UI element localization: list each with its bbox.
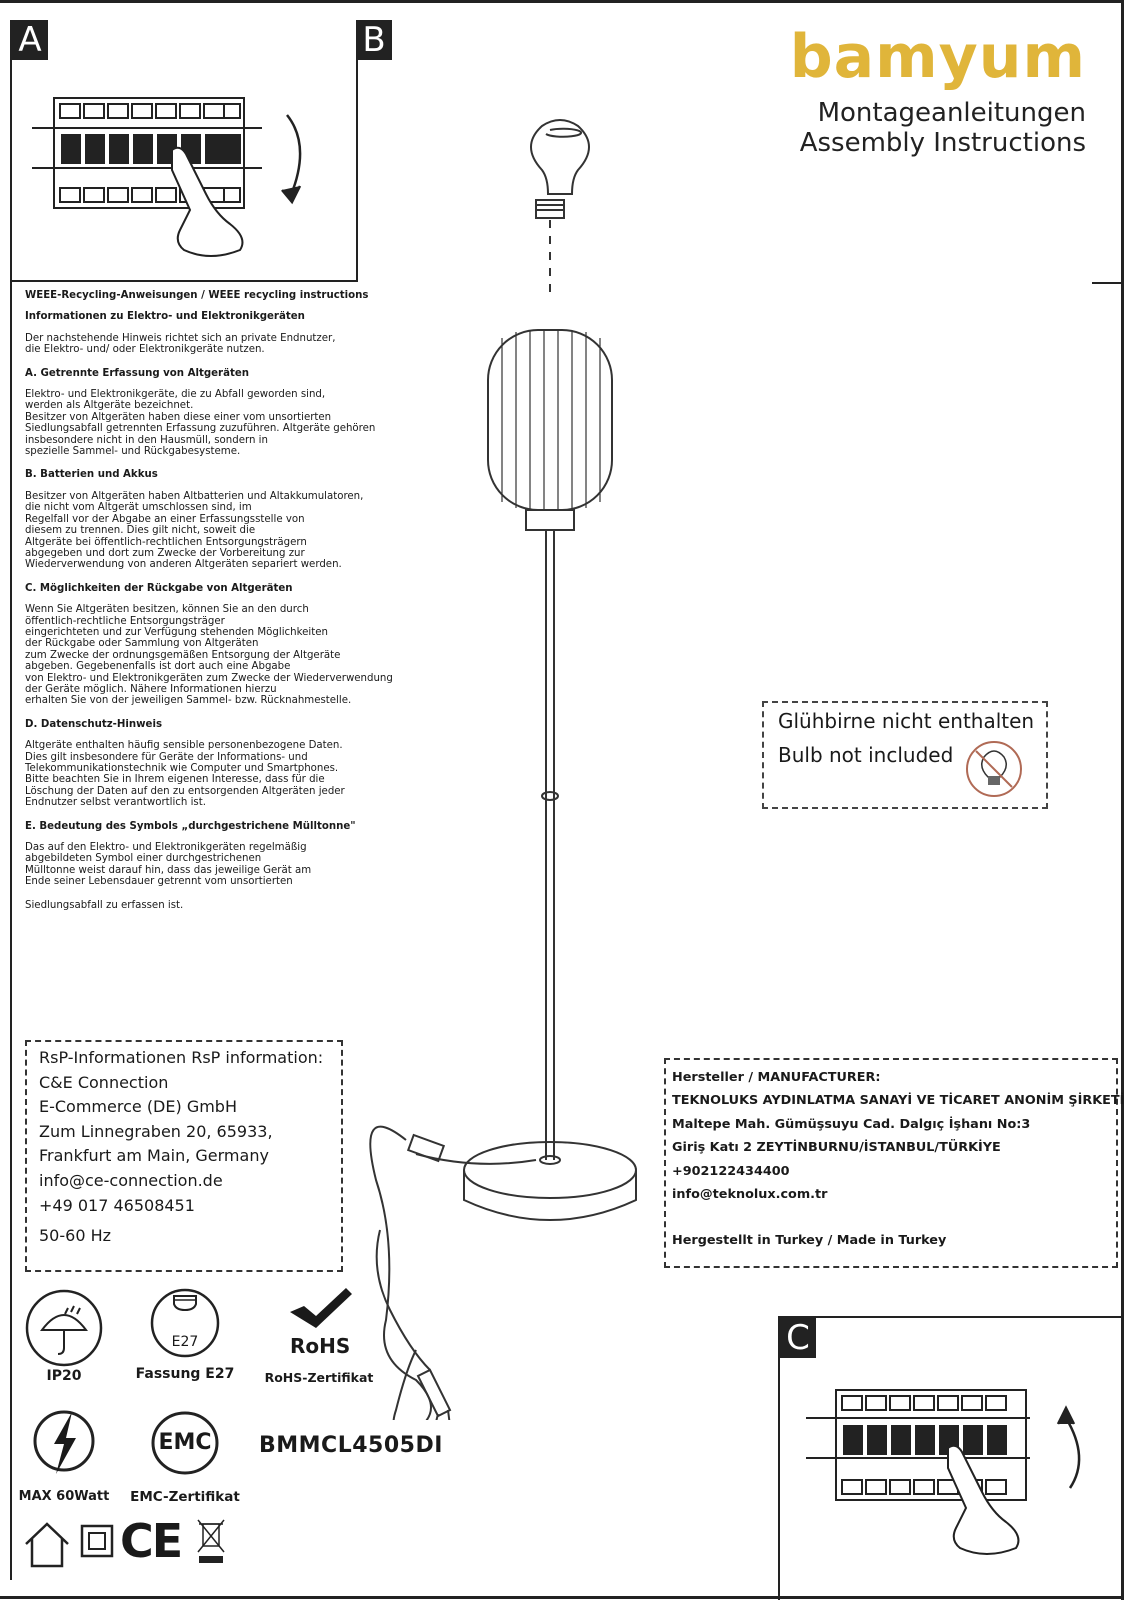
e27-caption: Fassung E27	[135, 1366, 235, 1382]
panel-a	[12, 20, 358, 282]
rsp-line: +49 017 46508451	[39, 1195, 195, 1215]
weee-section-heading: A. Getrennte Erfassung von Altgeräten	[25, 367, 249, 379]
title-de: Montageanleitungen	[817, 98, 1086, 128]
rsp-line: E-Commerce (DE) GmbH	[39, 1097, 237, 1117]
indoor-use-house-icon	[22, 1520, 72, 1568]
emc-caption: EMC-Zertifikat	[130, 1489, 240, 1505]
emc-label: EMC	[158, 1430, 212, 1455]
panel-c	[778, 1316, 1124, 1600]
bulb-not-included-note	[762, 701, 1048, 809]
watt-caption: MAX 60Watt	[18, 1489, 110, 1504]
weee-section-heading: D. Datenschutz-Hinweis	[25, 718, 163, 730]
title-en: Assembly Instructions	[799, 128, 1086, 158]
weee-section-text: Elektro- und Elektronikgeräte, die zu Abfall geworden sind, werden als Altgeräte bezeichnet. Besitzer von Altgeräten haben diese einer vom unsortierten Siedlungsabfall getrennten Erfassung zuzuführen. Altgeräte gehören insbesondere nicht in den Hausmüll, sondern in spezielle Sammel- und Rückgabesysteme.	[25, 389, 376, 458]
header-divider	[1092, 282, 1122, 284]
manufacturer-line: TEKNOLUKS AYDINLATMA SANAYİ VE TİCARET ANONİM ŞİRKETİ	[672, 1093, 1124, 1109]
weee-subtitle: Informationen zu Elektro- und Elektronikgeräten	[25, 311, 305, 323]
top-border	[0, 0, 1124, 3]
double-insulation-icon	[80, 1524, 114, 1558]
rsp-info-box	[25, 1040, 343, 1272]
rsp-line: Zum Linnegraben 20, 65933,	[39, 1121, 273, 1141]
weee-section-heading: C. Möglichkeiten der Rückgabe von Altgeräten	[25, 582, 293, 594]
weee-section-text: Besitzer von Altgeräten haben Altbatterien und Altakkumulatoren, die nicht vom Altgerät umschlossen sind, im Regelfall vor der Abgabe an einer Erfassungsstelle von diesem zu trennen. Dies gilt nicht, soweit die Altgeräte bei öffentlich-rechtlichen Entsorgungsträgern abgegeben und dort zum Zwecke der Vorbereitung zur Wiederverwendung von anderen Altgeräten separiert werden.	[25, 490, 364, 571]
weee-closing: Siedlungsabfall zu erfassen ist.	[25, 899, 184, 911]
weee-intro: Der nachstehende Hinweis richtet sich an private Endnutzer, die Elektro- und/ oder Elektronikgeräte nutzen.	[25, 332, 336, 356]
rohs-caption: RoHS-Zertifikat	[264, 1370, 374, 1385]
weee-section-heading: B. Batterien und Akkus	[25, 469, 158, 481]
breaker-switch-on-illustration	[780, 1338, 1120, 1598]
panel-c-label: C	[780, 1318, 816, 1358]
crossed-bin-icon	[196, 1518, 226, 1566]
model-number: BMMCL4505DI	[259, 1433, 443, 1458]
rsp-line: Frankfurt am Main, Germany	[39, 1146, 269, 1166]
manufacturer-line: Maltepe Mah. Gümüşsuyu Cad. Dalgıç İşhanı No:3	[672, 1116, 1031, 1132]
breaker-switch-off-illustration	[12, 40, 352, 280]
bulb-note-en: Bulb not included	[778, 743, 954, 767]
brand-logo: bamyum	[789, 22, 1086, 92]
rsp-line: 50-60 Hz	[39, 1226, 112, 1246]
weee-section-heading: E. Bedeutung des Symbols „durchgestrichene Mülltonne"	[25, 820, 356, 832]
ce-mark-icon: CE	[120, 1514, 182, 1568]
manufacturer-line: Hersteller / MANUFACTURER:	[672, 1070, 881, 1085]
panel-b-label: B	[356, 20, 392, 60]
manufacturer-line	[672, 1206, 1124, 1229]
manufacturer-line: info@teknolux.com.tr	[672, 1187, 828, 1203]
manufacturer-box	[664, 1058, 1124, 1268]
e27-label: E27	[171, 1334, 199, 1350]
manufacturer-line: Hergestellt in Turkey / Made in Turkey	[672, 1233, 947, 1249]
lightning-watt-icon	[32, 1408, 96, 1474]
rsp-line: C&E Connection	[39, 1072, 169, 1092]
rsp-line: RsP-Informationen RsP information:	[39, 1048, 324, 1067]
weee-section-text: Wenn Sie Altgeräten besitzen, können Sie an den durch öffentlich-rechtliche Entsorgungsträger eingerichteten und zur Verfügung stehenden Möglichkeiten der Rückgabe oder Sammlung von Altgeräten zum Zwecke der ordnungsgemäßen Entsorgung der Altgeräte abgeben. Gegebenenfalls ist dort auch eine Abgabe von Elektro- und Elektronikgeräten zum Zwecke der Wiederverwendung der Geräte möglich. Nähere Informationen hierzu erhalten Sie von der jeweiligen Sammel- bzw. Rücknahmestelle.	[25, 604, 393, 707]
manufacturer-line: +902122434400	[672, 1163, 790, 1179]
rsp-line: info@ce-connection.de	[39, 1170, 223, 1190]
panel-a-label: A	[12, 20, 48, 60]
rohs-label: RoHS	[290, 1334, 351, 1358]
rohs-check-icon	[286, 1286, 356, 1330]
weee-title: WEEE-Recycling-Anweisungen / WEEE recycling instructions	[25, 290, 369, 301]
weee-section-text: Altgeräte enthalten häufig sensible personenbezogene Daten. Dies gilt insbesondere für Geräte der Informations- und Telekommunikationstechnik wie Computer und Smartphones. Bitte beachten Sie in Ihrem eigenen Interesse, dass für die Löschung der Daten auf den zu entsorgenden Altgeräten jeder Endnutzer selbst verantwortlich ist.	[25, 740, 345, 809]
no-bulb-icon	[964, 739, 1024, 799]
ip20-caption: IP20	[46, 1368, 82, 1384]
bulb-note-de: Glühbirne nicht enthalten	[778, 709, 1035, 733]
weee-section-text: Das auf den Elektro- und Elektronikgeräten regelmäßig abgebildeten Symbol einer durchgestrichenen Mülltonne weist darauf hin, dass das jeweilige Gerät am Ende seiner Lebensdauer getrennt vom unsortierten	[25, 842, 312, 888]
manufacturer-line: Giriş Katı 2 ZEYTİNBURNU/İSTANBUL/TÜRKİYE	[672, 1140, 1001, 1156]
umbrella-ip20-icon	[24, 1288, 104, 1368]
